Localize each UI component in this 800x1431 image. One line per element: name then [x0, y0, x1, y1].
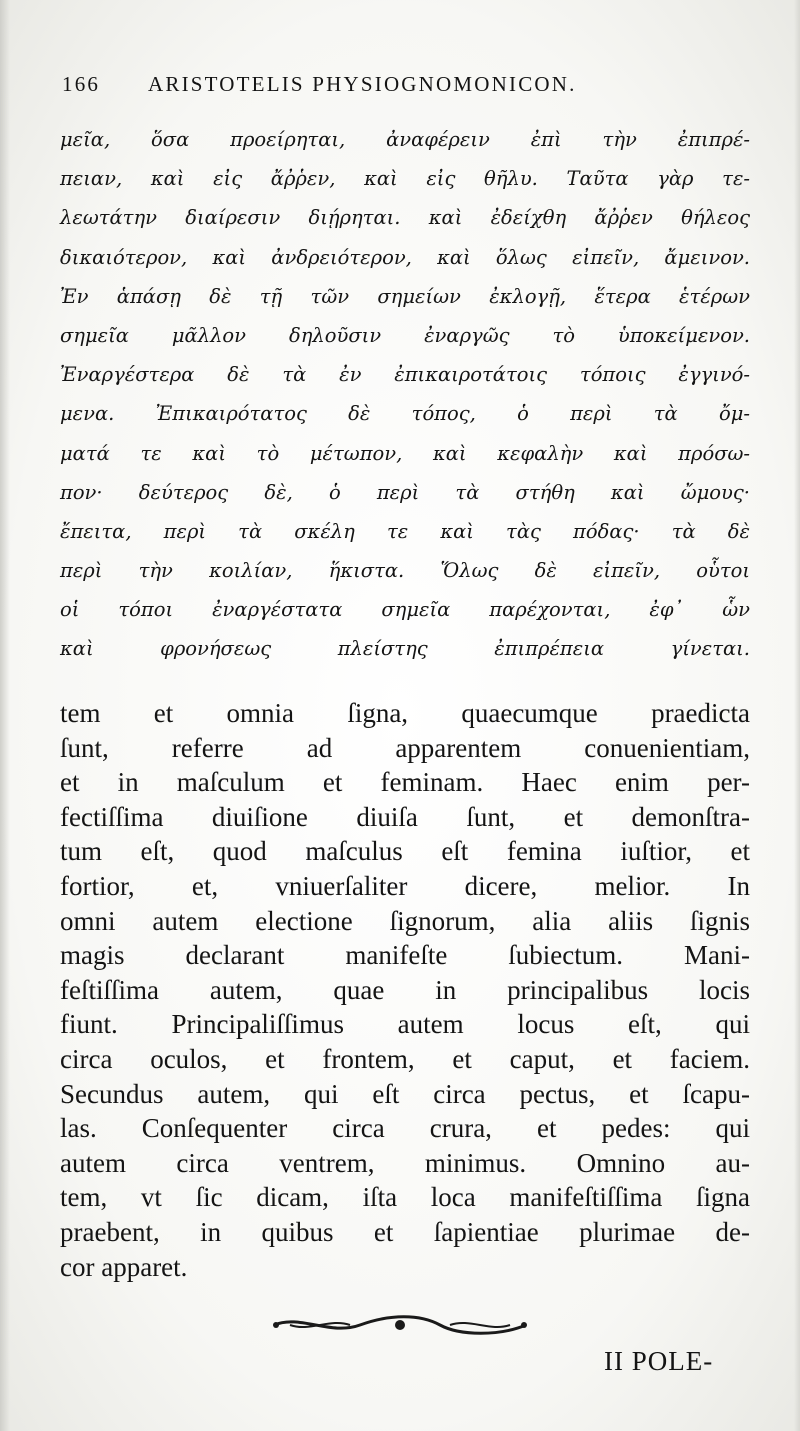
latin-text-line: autem circa ventrem, minimus. Omnino au-	[60, 1147, 750, 1178]
page-right-edge-shadow	[794, 0, 800, 1431]
greek-text-line: μενα. Ἐπικαιρότατος δὲ τόπος, ὁ περὶ τὰ ὄμ-	[60, 402, 750, 426]
latin-text-line: fiunt. Principaliſſimus autem locus eſt, qui	[60, 1009, 750, 1040]
greek-text-line: δικαιότερον, καὶ ἀνδρειότερον, καὶ ὅλως εἰπεῖν, ἄμεινον.	[60, 245, 750, 269]
latin-text-line: praebent, in quibus et ſapientiae plurimae de-	[60, 1216, 750, 1247]
greek-text-line: σημεῖα μᾶλλον δηλοῦσιν ἐναργῶς τὸ ὑποκείμενον.	[60, 323, 750, 347]
latin-text-line: feſtiſſima autem, quae in principalibus locis	[60, 974, 750, 1005]
latin-text-line: tem, vt ſic dicam, iſta loca manifeſtiſſima ſigna	[60, 1182, 750, 1213]
greek-text-line: οἱ τόποι ἐναργέστατα σημεῖα παρέχονται, ἐφ᾽ ὧν	[60, 598, 750, 622]
latin-text-line: tum eſt, quod maſculus eſt femina iuſtior, et	[60, 836, 750, 867]
greek-text-line: πον· δεύτερος δὲ, ὁ περὶ τὰ στήθη καὶ ὤμους·	[60, 480, 750, 504]
page-number: 166	[62, 72, 101, 96]
catchword: II POLE-	[604, 1346, 714, 1376]
greek-text-line: περὶ τὴν κοιλίαν, ἥκιστα. Ὅλως δὲ εἰπεῖν, οὗτοι	[60, 559, 750, 583]
greek-text-line: ματά τε καὶ τὸ μέτωπον, καὶ κεφαλὴν καὶ πρόσω-	[60, 441, 750, 465]
greek-text-line: μεῖα, ὅσα προείρηται, ἀναφέρειν ἐπὶ τὴν ἐπιπρέ-	[60, 128, 750, 151]
latin-text-line: fectiſſima diuiſione diuiſa ſunt, et demonſtra-	[60, 801, 750, 832]
latin-text-line: cor apparet.	[60, 1251, 188, 1282]
running-header	[62, 72, 702, 108]
greek-text-line: λεωτάτην διαίρεσιν διῄρηται. καὶ ἐδείχθη ἄῤῥεν θήλεος	[60, 206, 750, 230]
greek-text-line: Ἐναργέστερα δὲ τὰ ἐν ἐπικαιροτάτοις τόποις ἐγγινό-	[60, 363, 750, 387]
greek-text-line: ἔπειτα, περὶ τὰ σκέλη τε καὶ τὰς πόδας· τὰ δὲ	[60, 519, 750, 543]
greek-text-line: καὶ φρονήσεως πλείστης ἐπιπρέπεια γίνεται.	[60, 637, 750, 661]
latin-text-block	[60, 696, 750, 1284]
latin-text-line: tem et omnia ſigna, quaecumque praedicta	[60, 698, 750, 728]
greek-text-line: Ἐν ἁπάσῃ δὲ τῇ τῶν σημείων ἐκλογῇ, ἕτερα ἑτέρων	[60, 284, 750, 308]
latin-text-line: las. Conſequenter circa crura, et pedes: qui	[60, 1113, 750, 1144]
latin-text-line: omni autem electione ſignorum, alia aliis ſignis	[60, 905, 750, 936]
latin-text-line: magis declarant manifeſte ſubiectum. Mani-	[60, 940, 750, 971]
running-title: ARISTOTELIS PHYSIOGNOMONICON.	[148, 72, 577, 96]
decorative-ornament-icon	[270, 1310, 530, 1340]
latin-text-line: Secundus autem, qui eſt circa pectus, et ſcapu-	[60, 1078, 750, 1109]
greek-text-block	[60, 120, 750, 669]
latin-text-line: fortior, et, vniuerſaliter dicere, melior. In	[60, 870, 750, 901]
greek-text-line: πειαν, καὶ εἰς ἄῤῥεν, καὶ εἰς θῆλυ. Ταῦτα γὰρ τε-	[60, 167, 750, 191]
latin-text-line: ſunt, referre ad apparentem conuenientiam,	[60, 732, 750, 763]
page-left-edge-shadow	[0, 0, 10, 1431]
latin-text-line: et in maſculum et feminam. Haec enim per-	[60, 767, 750, 798]
latin-text-line: circa oculos, et frontem, et caput, et faciem.	[60, 1043, 750, 1074]
